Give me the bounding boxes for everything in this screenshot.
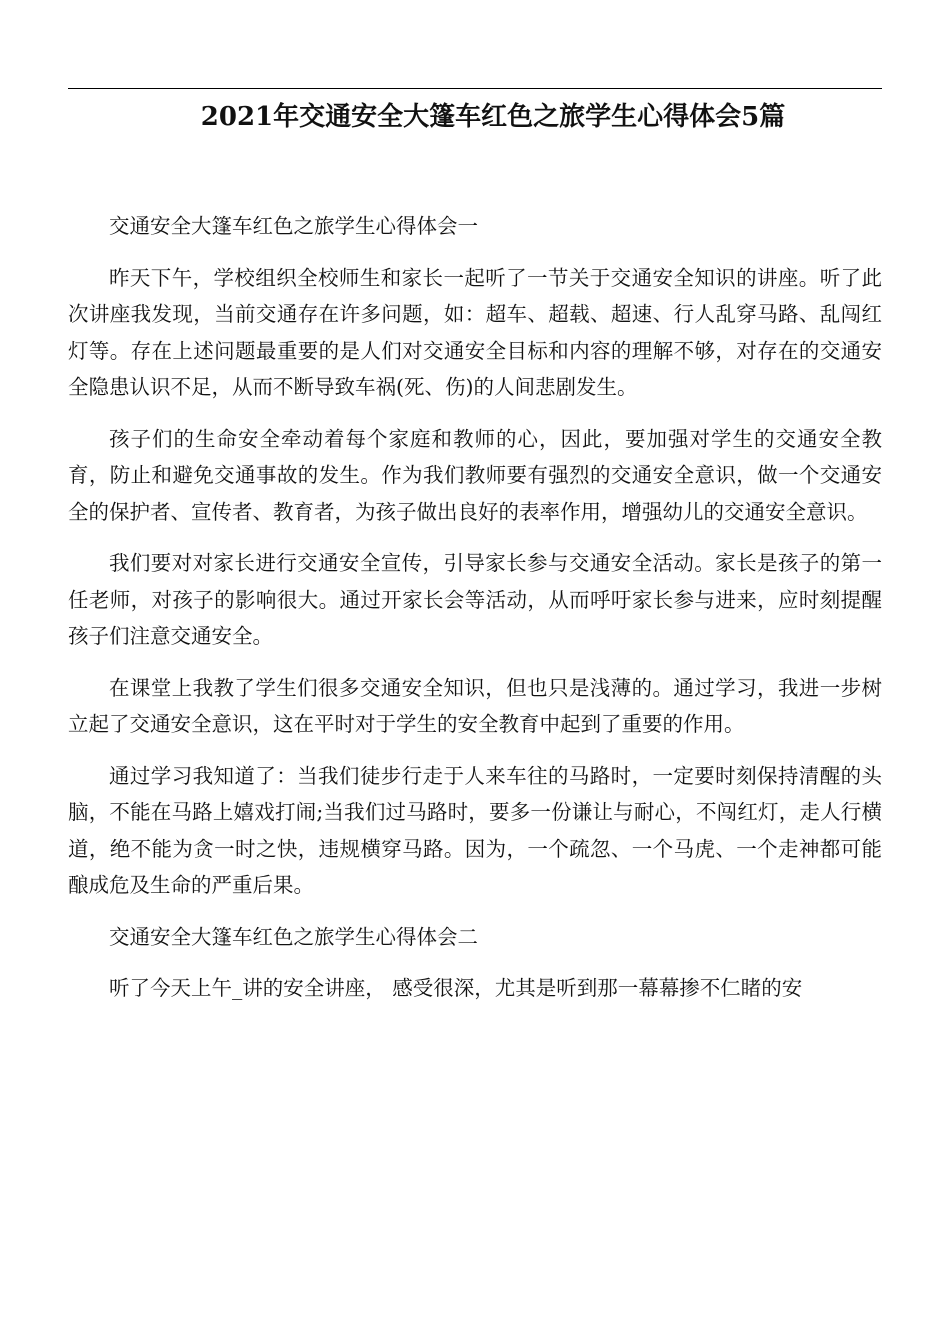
paragraph-5: 通过学习我知道了：当我们徒步行走于人来车往的马路时，一定要时刻保持清醒的头脑，不能在马路上嬉戏打闹;当我们过马路时，要多一份谦让与耐心，不闯红灯，走人行横道，绝不能为贪一时之快，违规横穿马路。因为，一个疏忽、一个马虎、一个走神都可能酿成危及生命的严重后果。 <box>68 763 882 897</box>
paragraph-3: 我们要对对家长进行交通安全宣传，引导家长参与交通安全活动。家长是孩子的第一任老师，对孩子的影响很大。通过开家长会等活动，从而呼吁家长参与进来，应时刻提醒孩子们注意交通安全。 <box>68 551 882 648</box>
paragraph-gap <box>68 530 882 545</box>
paragraph-gap <box>68 904 882 919</box>
section-heading-2: 交通安全大篷车红色之旅学生心得体会二 <box>109 924 478 949</box>
paragraph-gap <box>68 406 882 421</box>
header-rule <box>68 88 882 89</box>
paragraph-6: 听了今天上午_讲的安全讲座， 感受很深，尤其是听到那一幕幕掺不仁睹的安 <box>109 976 803 1000</box>
paragraph-2: 孩子们的生命安全牵动着每个家庭和教师的心，因此，要加强对学生的交通安全教育，防止和避免交通事故的发生。作为我们教师要有强烈的交通安全意识，做一个交通安全的保护者、宣传者、教育者，为孩子做出良好的表率作用，增强幼儿的交通安全意识。 <box>68 426 882 524</box>
document-title: 2021年交通安全大篷车红色之旅学生心得体会5篇 <box>200 102 786 132</box>
paragraph-gap <box>68 743 882 758</box>
paragraph-gap <box>68 655 882 670</box>
paragraph-1: 昨天下午，学校组织全校师生和家长一起听了一节关于交通安全知识的讲座。听了此次讲座我发现，当前交通存在许多问题，如：超车、超载、超速、行人乱穿马路、乱闯红灯等。存在上述问题最重要的是人们对交通安全目标和内容的理解不够，对存在的交通安全隐患认识不足，从而不断导致车祸(死、伤)的人间悲剧发生。 <box>68 265 882 399</box>
paragraph-4: 在课堂上我教了学生们很多交通安全知识，但也只是浅薄的。通过学习，我进一步树立起了交通安全意识，这在平时对于学生的安全教育中起到了重要的作用。 <box>68 675 882 736</box>
paragraph-gap <box>68 955 882 970</box>
paragraph-gap <box>68 245 882 260</box>
section-heading-1: 交通安全大篷车红色之旅学生心得体会一 <box>109 214 478 238</box>
document-body <box>68 208 882 1007</box>
